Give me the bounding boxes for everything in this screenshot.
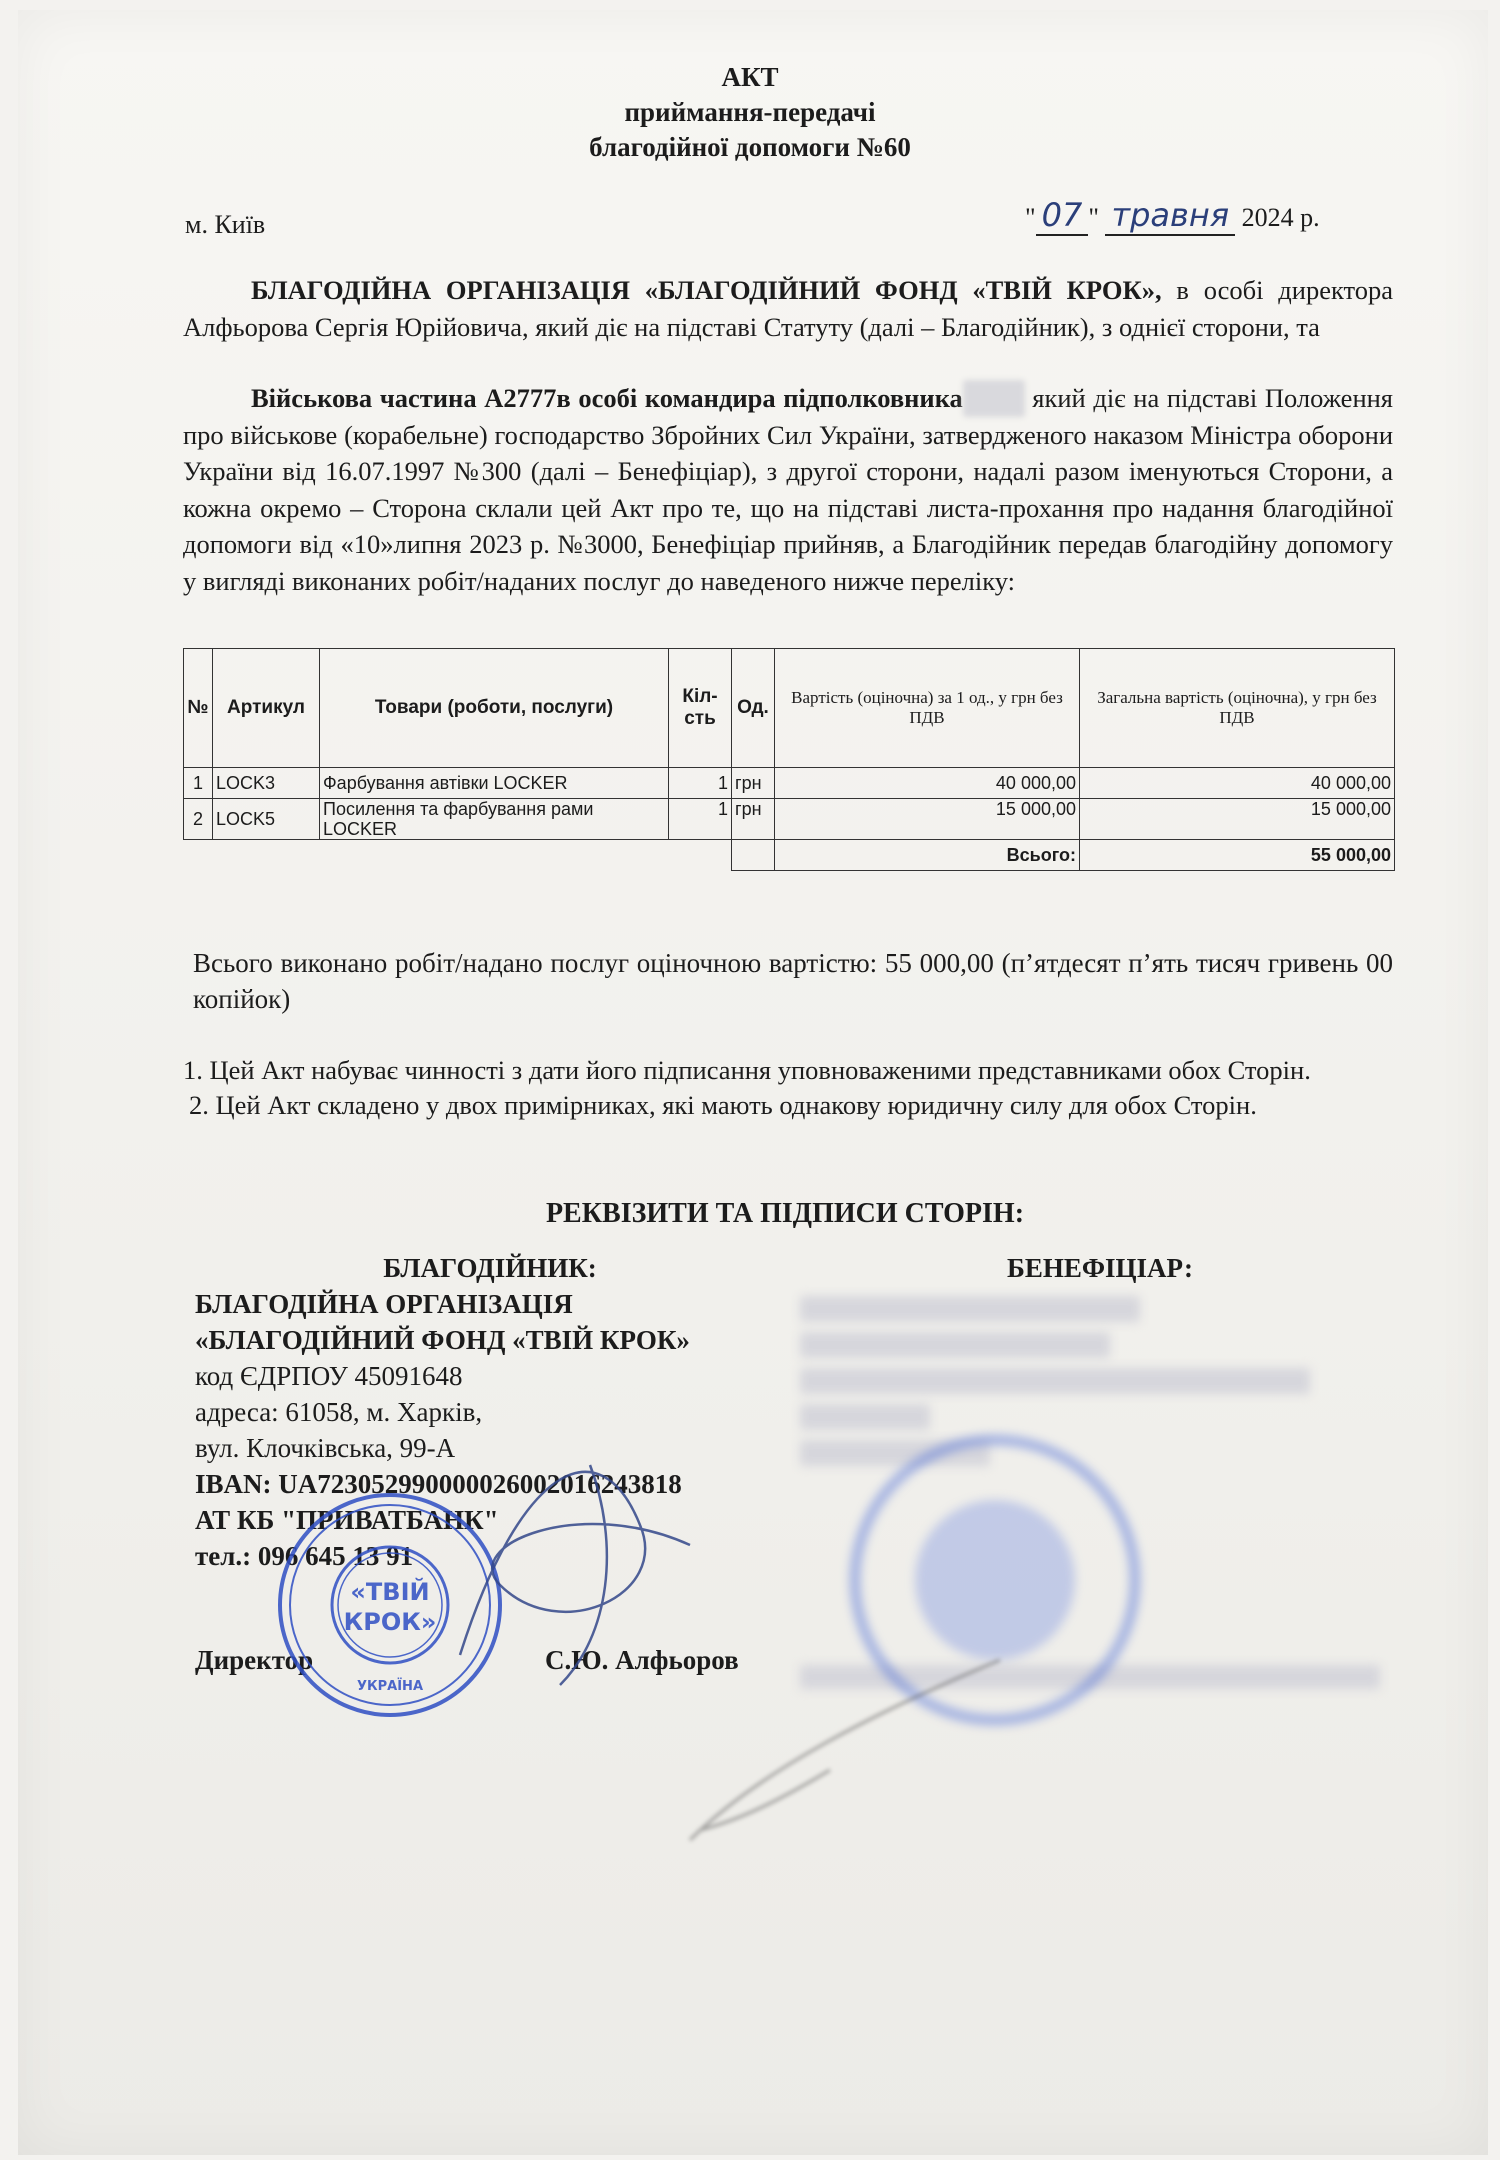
header-goods: Товари (роботи, послуги) [320,649,669,768]
table-row [184,768,1395,799]
cell-unit: грн [732,768,775,799]
date-year: 2024 р. [1241,203,1320,232]
cell-article: LOCK3 [213,768,320,799]
stamp-bottom: УКРАЇНА [356,1679,424,1694]
beneficiary-heading: БЕНЕФІЦІАР: [1006,1253,1194,1283]
cell-total: 40 000,00 [1080,768,1395,799]
cell-goods: Фарбування автівки LOCKER [320,768,669,799]
donor-signature [440,1405,710,1705]
redacted-line [800,1296,1140,1322]
donor-phone: тел.: 096 645 13 91 [195,1541,414,1571]
cell-article: LOCK5 [213,799,320,840]
donor-sign-name: С.Ю. Алфьоров [545,1645,739,1675]
donor-org-line1: БЛАГОДІЙНА ОРГАНІЗАЦІЯ [195,1289,573,1319]
table-total-row [184,840,1395,871]
clauses [183,1053,1399,1123]
date-quote-close: " [1088,203,1099,232]
items-table [183,648,1395,871]
donor-name: БЛАГОДІЙНА ОРГАНІЗАЦІЯ «БЛАГОДІЙНИЙ ФОНД «ТВІЙ КРОК», [251,275,1162,305]
header-total: Загальна вартість (оціночна), у грн без ПДВ [1080,649,1395,768]
date-day: 07 [1036,196,1089,236]
total-label: Всього: [775,840,1080,871]
cell-unit: грн [732,799,775,840]
beneficiary-name: Військова частина А2777в особі командира підполковника [251,383,963,413]
date-quote-open: " [1025,203,1036,232]
donor-address-1: адреса: 61058, м. Харків, [195,1397,483,1427]
cell-no: 1 [184,768,213,799]
total-value: 55 000,00 [1080,840,1395,871]
stamp-center-1: «ТВІЙ [350,1578,430,1606]
redacted-line [800,1332,1110,1358]
summary-text: Всього виконано робіт/надано послуг оціночною вартістю: 55 000,00 (п’ятдесят п’ять тисяч гривень 00 копійок) [193,948,1393,1014]
cell-qty: 1 [669,768,732,799]
table-row [184,799,1395,840]
donor-sign-role: Директор [195,1645,314,1675]
donor-iban: IBAN: UA723052990000026002016243818 [195,1469,682,1499]
header-qty: Кіл-сть [669,649,732,768]
document-title: АКТ [721,62,779,92]
donor-bank: АТ КБ "ПРИВАТБАНК" [195,1505,499,1535]
redacted-line [800,1368,1310,1394]
place: м. Київ [185,210,266,239]
donor-text: в особі директора Алфьорова Сергія Юрійовича, який діє на підставі Статуту (далі – Благодійник), з однієї сторони, та [183,275,1393,342]
cell-price: 40 000,00 [775,768,1080,799]
clause-1: 1. Цей Акт набуває чинності з дати його підписання уповноваженими представниками обох Сторін. [183,1055,1311,1085]
header-article: Артикул [213,649,320,768]
cell-no: 2 [184,799,213,840]
cell-qty: 1 [669,799,732,840]
beneficiary-signature [680,1650,1010,1850]
donor-address-2: вул. Клочківська, 99-А [195,1433,456,1463]
document-number: благодійної допомоги №60 [589,132,911,162]
document-date [1025,196,1320,236]
stamp-center-2: КРОК» [343,1608,437,1636]
document-subtitle: приймання-передачі [624,97,876,127]
cell-total: 15 000,00 [1080,799,1395,840]
party-donor-paragraph [183,272,1393,345]
table-header-row [184,649,1395,768]
date-month: травня [1105,196,1235,236]
beneficiary-text: який діє на підставі Положення про військове (корабельне) господарство Збройних Сил України, затвердженого наказом Міністра оборони України від 16.07.1997 №300 (далі – Бенефіціар), з другої сторони, надалі разом іменуються Сторони, а кожна окремо – Сторона склали цей Акт про те, що на підставі листа-прохання про надання благодійної допомоги від «10»липня 2023 р. №3000, Бенефіціар прийняв, а Благодійник передав благодійну допомогу у вигляді виконаних робіт/наданих послуг до наведеного нижче переліку: [183,383,1393,596]
donor-edrpou: код ЄДРПОУ 45091648 [195,1361,463,1391]
cell-goods: Посилення та фарбування рами LOCKER [320,799,669,840]
header-unit: Од. [732,649,775,768]
header-price: Вартість (оціночна) за 1 од., у грн без ПДВ [775,649,1080,768]
header-no: № [184,649,213,768]
requisites-title: РЕКВІЗИТИ ТА ПІДПИСИ СТОРІН: [545,1198,1025,1229]
donor-heading: БЛАГОДІЙНИК: [383,1253,597,1283]
party-beneficiary-paragraph [183,380,1393,599]
clause-2: 2. Цей Акт складено у двох примірниках, які мають однакову юридичну силу для обох Сторін. [189,1090,1257,1120]
redacted-name [963,380,1025,417]
donor-org-line2: «БЛАГОДІЙНИЙ ФОНД «ТВІЙ КРОК» [195,1325,690,1355]
cell-price: 15 000,00 [775,799,1080,840]
